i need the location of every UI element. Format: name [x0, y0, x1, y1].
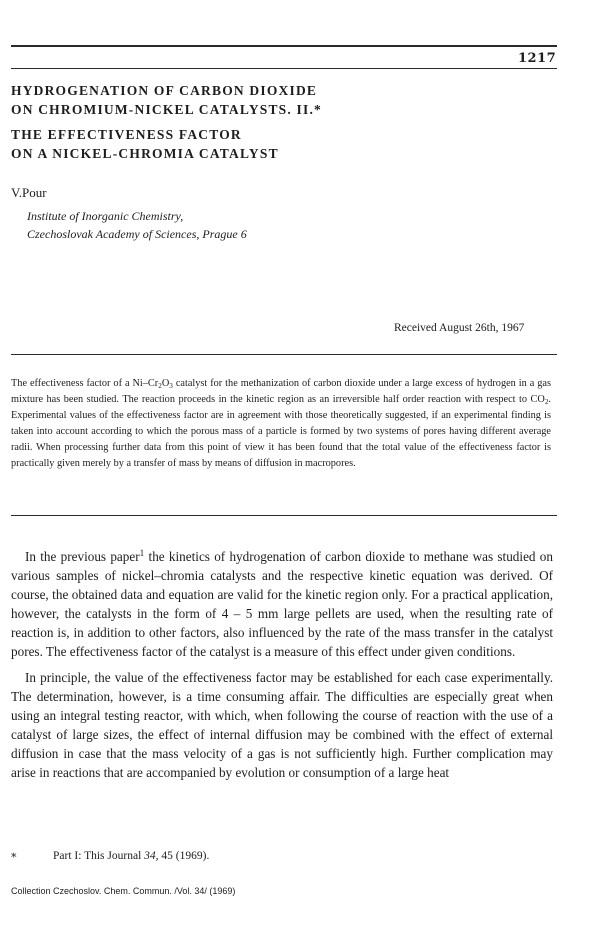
affiliation-line-2: Czechoslovak Academy of Sciences, Prague 6 — [27, 227, 247, 241]
paragraph-1-text-a: In the previous paper — [25, 549, 140, 564]
abstract-rule-top — [11, 354, 557, 355]
journal-footer: Collection Czechoslov. Chem. Commun. /Vol. 34/ (1969) — [11, 886, 236, 896]
abstract-text-1: The effectiveness factor of a Ni–Cr — [11, 378, 159, 389]
abstract-sub-2: 3 — [169, 382, 173, 390]
affiliation-line-1: Institute of Inorganic Chemistry, — [27, 209, 184, 223]
footnote — [53, 850, 209, 862]
paragraph-1-text-b: the kinetics of hydrogenation of carbon dioxide to methane was studied on various samples of nickel–chromia catalysts and the respective kinetic equation was derived. Of course, the obtained data and equation are valid for the kinetic region only. For a practical application, however, the catalysts in the form of 4 – 5 mm large pellets are used, when the resulting rate of reaction is, in addition to other factors, also influenced by the rate of the mass transfer in the catalyst pores. The effectiveness factor of the catalyst is a measure of this effect under given conditions. — [11, 549, 553, 659]
abstract-text-2: O — [161, 378, 170, 389]
abstract — [11, 376, 551, 471]
title-line-2: ON CHROMIUM-NICKEL CATALYSTS. II.* — [11, 102, 322, 117]
footnote-mark: * — [11, 851, 17, 864]
abstract-rule-bottom — [11, 515, 557, 516]
header-rule — [11, 45, 557, 47]
header-rule-bottom — [11, 68, 557, 69]
paragraph-2: In principle, the value of the effectiveness factor may be established for each case experimentally. The determination, however, is a time consuming affair. The difficulties are especially great when using an integral testing reactor, with which, when following the course of reaction with the use of a catalyst of large sizes, the effect of internal diffusion may be combined with the effect of external diffusion in case that the mass velocity of a gas is not sufficiently high. Further complication may arise in reactions that are accompanied by evolution or consumption of a large heat — [11, 670, 553, 780]
abstract-sub-1: 2 — [158, 382, 162, 390]
footnote-text-a: Part I: This Journal — [53, 850, 145, 862]
abstract-sub-3: 2 — [544, 397, 549, 406]
received-date: Received August 26th, 1967 — [394, 322, 525, 334]
page-number: 1217 — [518, 51, 557, 66]
footnote-text-b: 45 (1969). — [158, 850, 210, 862]
author: V.Pour — [11, 185, 47, 200]
reference-1: 1 — [139, 548, 145, 558]
footnote-volume: 34, — [144, 850, 159, 862]
abstract-text-3: catalyst for the methanization of carbon dioxide under a large excess of hydrogen in a gas mixture has been studied. The reaction proceeds in the kinetic region as an irreversible half order reaction with respect to CO — [11, 378, 551, 405]
paragraph-1 — [11, 548, 553, 661]
abstract-text-4: . Experimental values of the effectiveness factor are in agreement with those theoretically suggested, if an experimental finding is taken into account according to which the porous mass of a particle is formed by two systems of pores having different average radii. When processing further data from this point of view it has been found that the total value of the effectiveness factor is practically given merely by a transfer of mass by means of diffusion in macropores. — [11, 393, 551, 469]
title-line-3: THE EFFECTIVENESS FACTOR — [11, 127, 242, 142]
title-line-1: HYDROGENATION OF CARBON DIOXIDE — [11, 83, 318, 98]
title-line-4: ON A NICKEL-CHROMIA CATALYST — [11, 146, 279, 161]
body-text — [11, 548, 553, 783]
